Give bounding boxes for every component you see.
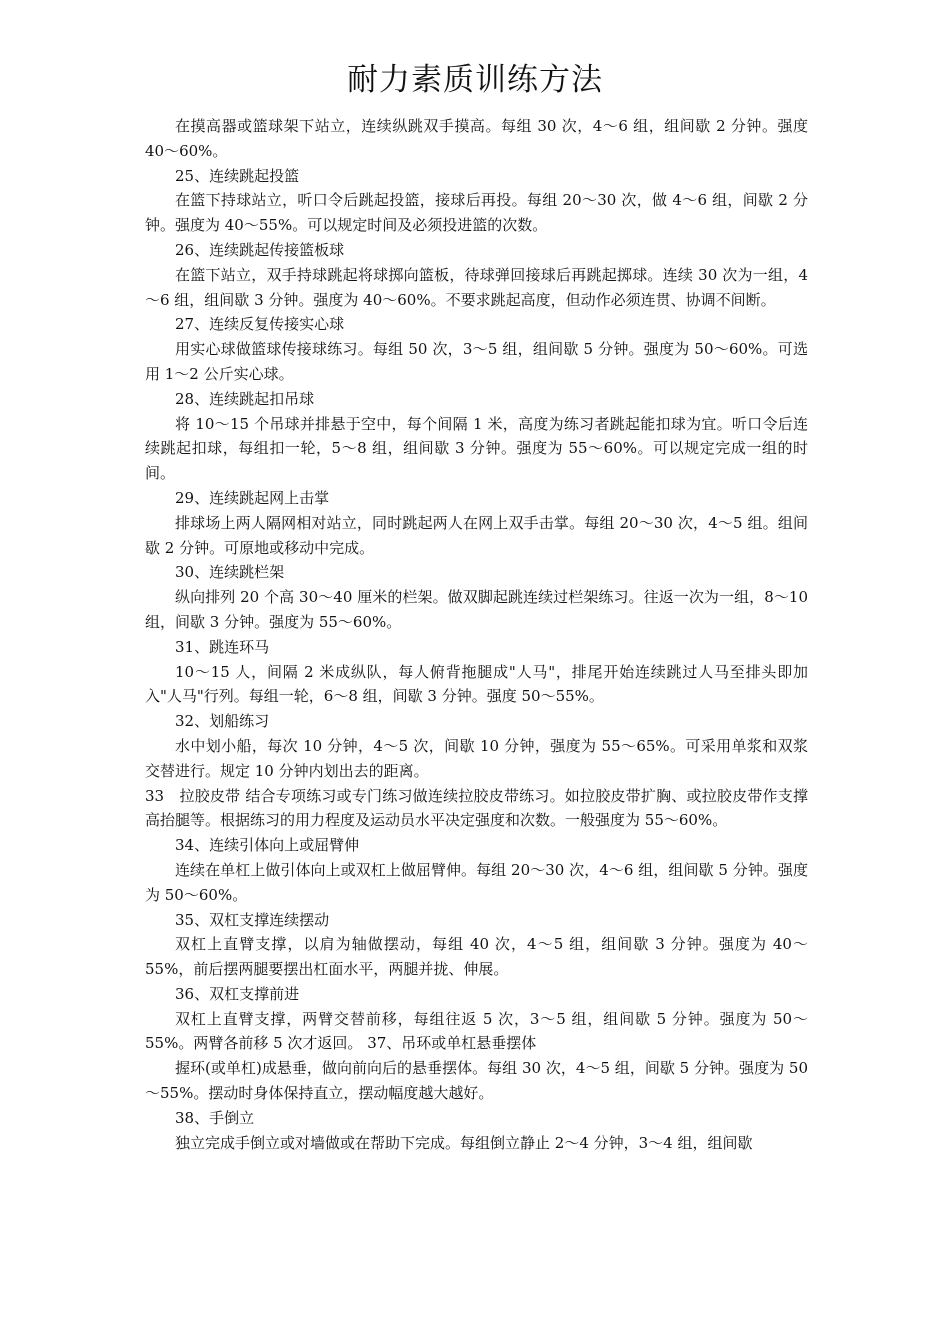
paragraph: 31、跳连环马 — [175, 637, 270, 656]
paragraph: 双杠上直臂支撑，以肩为轴做摆动，每组 40 次，4～5 组，组间歇 3 分钟。强度为 40～55%，前后摆两腿要摆出杠面水平，两腿并拢、伸展。 — [145, 935, 808, 979]
paragraph: 用实心球做篮球传接球练习。每组 50 次，3～5 组，组间歇 5 分钟。强度为 50～60%。可选用 1～2 公斤实心球。 — [145, 340, 808, 383]
page-title: 耐力素质训练方法 — [347, 62, 603, 98]
paragraph: 30、连续跳栏架 — [175, 563, 285, 582]
paragraph: 水中划小船，每次 10 分钟，4～5 次，间歇 10 分钟，强度为 55～65%。可采用单浆和双浆交替进行。规定 10 分钟内划出去的距离。 — [145, 736, 808, 780]
paragraph: 29、连续跳起网上击掌 — [175, 488, 330, 507]
paragraph: 27、连续反复传接实心球 — [175, 315, 345, 334]
paragraph: 将 10～15 个吊球并排悬于空中，每个间隔 1 米，高度为练习者跳起能扣球为宜。听口令后连续跳起扣球，每组扣一轮，5～8 组，组间歇 3 分钟。强度为 55～60%。可以规定完成一组的时间。 — [145, 414, 808, 483]
paragraph: 排球场上两人隔网相对站立，同时跳起两人在网上双手击掌。每组 20～30 次，4～5 组。组间歇 2 分钟。可原地或移动中完成。 — [145, 513, 808, 557]
paragraph: 10～15 人，间隔 2 米成纵队，每人俯背拖腿成"人马"，排尾开始连续跳过人马至排头即加入"人马"行列。每组一轮，6～8 组，间歇 3 分钟。强度 50～55%。 — [145, 662, 808, 706]
document-body — [145, 114, 808, 1155]
paragraph: 35、双杠支撑连续摆动 — [175, 910, 330, 929]
paragraph: 33 拉胶皮带 结合专项练习或专门练习做连续拉胶皮带练习。如拉胶皮带扩胸、或拉胶皮带作支撑高抬腿等。根据练习的用力程度及运动员水平决定强度和次数。一般强度为 55～60%。 — [145, 786, 808, 830]
paragraph: 纵向排列 20 个高 30～40 厘米的栏架。做双脚起跳连续过栏架练习。往返一次为一组，8～10 组，间歇 3 分钟。强度为 55～60%。 — [145, 588, 808, 631]
paragraph: 38、手倒立 — [175, 1108, 255, 1127]
paragraph: 34、连续引体向上或屈臂伸 — [175, 836, 360, 855]
paragraph: 在摸高器或篮球架下站立，连续纵跳双手摸高。每组 30 次，4～6 组，组间歇 2 分钟。强度 40～60%。 — [145, 117, 808, 160]
paragraph: 在篮下持球站立，听口令后跳起投篮，接球后再投。每组 20～30 次，做 4～6 组，间歇 2 分钟。强度为 40～55%。可以规定时间及必须投进篮的次数。 — [145, 191, 808, 235]
paragraph: 握环(或单杠)成悬垂，做向前向后的悬垂摆体。每组 30 次，4～5 组，间歇 5 分钟。强度为 50～55%。摆动时身体保持直立，摆动幅度越大越好。 — [145, 1059, 808, 1103]
paragraph: 独立完成手倒立或对墙做或在帮助下完成。每组倒立静止 2～4 分钟，3～4 组，组间歇 — [175, 1133, 753, 1152]
paragraph: 32、划船练习 — [175, 712, 270, 731]
paragraph: 26、连续跳起传接篮板球 — [175, 240, 345, 259]
paragraph: 连续在单杠上做引体向上或双杠上做屈臂伸。每组 20～30 次，4～6 组，组间歇 5 分钟。强度为 50～60%。 — [145, 860, 808, 904]
paragraph: 36、双杠支撑前进 — [175, 984, 300, 1003]
paragraph: 在篮下站立，双手持球跳起将球掷向篮板，待球弹回接球后再跳起掷球。连续 30 次为一组，4～6 组，组间歇 3 分钟。强度为 40～60%。不要求跳起高度，但动作必须连贯、协调不间断。 — [145, 265, 808, 309]
paragraph: 28、连续跳起扣吊球 — [175, 389, 315, 408]
paragraph: 双杠上直臂支撑，两臂交替前移，每组往返 5 次，3～5 组，组间歇 5 分钟。强度为 50～55%。两臂各前移 5 次才返回。 37、吊环或单杠悬垂摆体 — [145, 1009, 808, 1053]
paragraph: 25、连续跳起投篮 — [175, 166, 300, 185]
